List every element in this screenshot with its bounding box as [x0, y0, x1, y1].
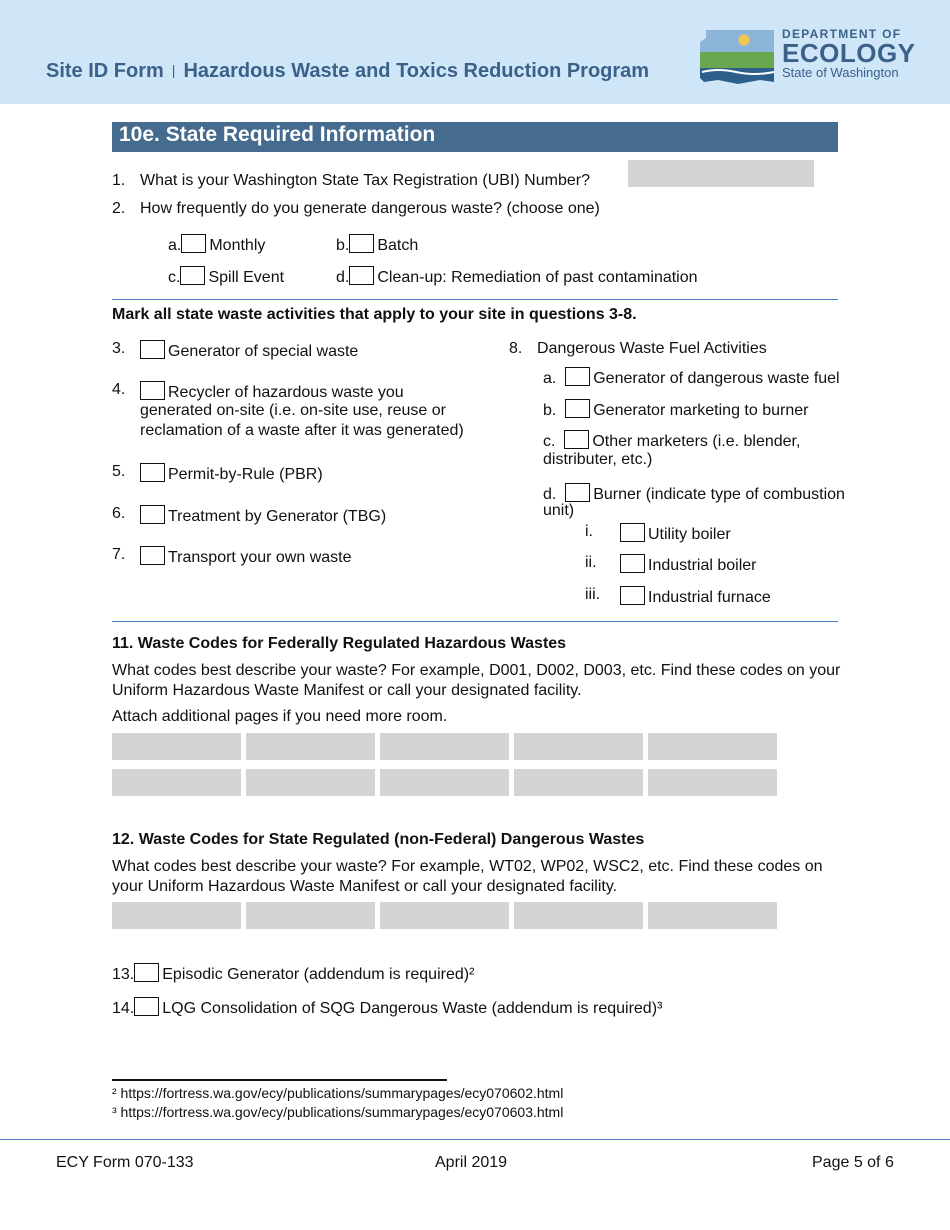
federal-code-input[interactable] [380, 733, 509, 760]
q8b-letter: b. [543, 402, 557, 419]
q8c-line2: distributer, etc.) [543, 451, 653, 468]
footnote-3: ³ https://fortress.wa.gov/ecy/publications/summarypages/ecy070603.html [112, 1104, 564, 1120]
q2-option-cleanup [336, 266, 698, 287]
q11-desc-line1: What codes best describe your waste? For example, D001, D002, D003, etc. Find these codes on your [112, 662, 841, 679]
state-code-input[interactable] [380, 902, 509, 929]
footer-form-number: ECY Form 070-133 [56, 1154, 194, 1171]
option-letter: d. [336, 269, 350, 286]
q2-option-batch [336, 234, 418, 255]
q8d-iii-item [620, 586, 771, 607]
logo-ecology: ECOLOGY [782, 38, 916, 68]
federal-code-input[interactable] [648, 769, 777, 796]
q8d-item [543, 483, 845, 504]
tbg-checkbox[interactable] [140, 505, 165, 524]
transport-checkbox[interactable] [140, 546, 165, 565]
title-separator: | [171, 62, 176, 78]
cleanup-checkbox[interactable] [349, 266, 374, 285]
spill-event-checkbox[interactable] [180, 266, 205, 285]
q8d-i-label: Utility boiler [648, 526, 731, 543]
footer-page-number: Page 5 of 6 [812, 1154, 894, 1171]
q8c-letter: c. [543, 433, 556, 450]
q4-line1: Recycler of hazardous waste you [168, 384, 404, 401]
q13-label: Episodic Generator (addendum is required)² [162, 966, 475, 983]
q8a-letter: a. [543, 370, 557, 387]
q8d-ii-label: Industrial boiler [648, 557, 757, 574]
washington-state-map-icon [698, 28, 776, 86]
q14-number: 14. [112, 1000, 135, 1017]
q1-number: 1. [112, 172, 126, 189]
state-code-input[interactable] [246, 902, 375, 929]
federal-code-input[interactable] [514, 769, 643, 796]
q11-desc-line2: Uniform Hazardous Waste Manifest or call your designated facility. [112, 682, 582, 699]
q11-attach-note: Attach additional pages if you need more room. [112, 708, 448, 725]
q8d-line1: Burner (indicate type of combustion [593, 486, 845, 503]
option-letter: c. [168, 269, 181, 286]
q5-item [140, 463, 323, 484]
q14-item [112, 997, 662, 1018]
state-code-input[interactable] [112, 902, 241, 929]
q5-label: Permit-by-Rule (PBR) [168, 466, 323, 483]
q7-label: Transport your own waste [168, 549, 352, 566]
q2-option-spill [168, 266, 284, 287]
federal-code-input[interactable] [112, 769, 241, 796]
q8c-item [543, 430, 800, 451]
q14-label: LQG Consolidation of SQG Dangerous Waste (addendum is required)³ [162, 1000, 663, 1017]
logo-state: State of Washington [782, 65, 899, 80]
q7-item [140, 546, 351, 567]
q1-text: What is your Washington State Tax Registration (UBI) Number? [140, 172, 590, 189]
footer-divider [0, 1139, 950, 1140]
header-title [46, 60, 649, 83]
episodic-generator-checkbox[interactable] [134, 963, 159, 982]
program-name: Hazardous Waste and Toxics Reduction Program [183, 60, 650, 82]
special-waste-checkbox[interactable] [140, 340, 165, 359]
pbr-checkbox[interactable] [140, 463, 165, 482]
instruction-text: Mark all state waste activities that apply to your site in questions 3-8. [112, 306, 637, 323]
federal-code-input[interactable] [380, 769, 509, 796]
footnote-2: ² https://fortress.wa.gov/ecy/publications/summarypages/ecy070602.html [112, 1085, 564, 1101]
footnote-divider [112, 1079, 447, 1081]
q4-number: 4. [112, 381, 126, 398]
q8d-i-item [620, 523, 731, 544]
q8a-item [543, 367, 840, 388]
q8-label: Dangerous Waste Fuel Activities [537, 340, 767, 357]
q8d-ii-number: ii. [585, 554, 597, 571]
q12-desc-line1: What codes best describe your waste? For example, WT02, WP02, WSC2, etc. Find these codes on [112, 858, 823, 875]
q8b-label: Generator marketing to burner [593, 402, 809, 419]
utility-boiler-checkbox[interactable] [620, 523, 645, 542]
recycler-checkbox[interactable] [140, 381, 165, 400]
q6-item [140, 505, 386, 526]
option-label: Batch [377, 237, 419, 254]
industrial-furnace-checkbox[interactable] [620, 586, 645, 605]
q6-label: Treatment by Generator (TBG) [168, 508, 387, 525]
q7-number: 7. [112, 546, 126, 563]
q5-number: 5. [112, 463, 126, 480]
section-title: 10e. State Required Information [112, 122, 838, 152]
q8d-ii-item [620, 554, 757, 575]
ubi-number-input[interactable] [628, 160, 814, 187]
option-label: Monthly [209, 237, 266, 254]
form-name: Site ID Form [46, 60, 164, 82]
q13-item [112, 963, 474, 984]
q3-label: Generator of special waste [168, 343, 359, 360]
q12-desc-line2: your Uniform Hazardous Waste Manifest or call your designated facility. [112, 878, 618, 895]
option-label: Clean-up: Remediation of past contamination [377, 269, 698, 286]
federal-code-input[interactable] [246, 769, 375, 796]
q2-text: How frequently do you generate dangerous waste? (choose one) [140, 200, 600, 217]
q8d-line2: unit) [543, 502, 575, 519]
q2-number: 2. [112, 200, 126, 217]
footer-date: April 2019 [435, 1154, 508, 1171]
q3-number: 3. [112, 340, 126, 357]
q11-title: 11. Waste Codes for Federally Regulated Hazardous Wastes [112, 635, 567, 652]
q4-item [140, 381, 404, 402]
marketing-burner-checkbox[interactable] [565, 399, 590, 418]
divider [112, 299, 838, 300]
other-marketers-checkbox[interactable] [564, 430, 589, 449]
divider [112, 621, 838, 622]
q8d-letter: d. [543, 486, 557, 503]
option-label: Spill Event [208, 269, 285, 286]
q8d-iii-label: Industrial furnace [648, 589, 771, 606]
q12-title: 12. Waste Codes for State Regulated (non-Federal) Dangerous Wastes [112, 831, 645, 848]
q2-option-monthly [168, 234, 265, 255]
q8-number: 8. [509, 340, 523, 357]
q8a-label: Generator of dangerous waste fuel [593, 370, 840, 387]
q3-item [140, 340, 358, 361]
option-letter: b. [336, 237, 350, 254]
q8d-iii-number: iii. [585, 586, 601, 603]
federal-code-input[interactable] [514, 733, 643, 760]
q8b-item [543, 399, 808, 420]
burner-checkbox[interactable] [565, 483, 590, 502]
ecology-logo-text [782, 27, 916, 80]
q8c-line1: Other marketers (i.e. blender, [592, 433, 801, 450]
batch-checkbox[interactable] [349, 234, 374, 253]
q13-number: 13. [112, 966, 135, 983]
state-code-input[interactable] [648, 902, 777, 929]
federal-code-input[interactable] [246, 733, 375, 760]
q8d-i-number: i. [585, 523, 593, 540]
federal-code-input[interactable] [648, 733, 777, 760]
monthly-checkbox[interactable] [181, 234, 206, 253]
option-letter: a. [168, 237, 182, 254]
page-header [0, 0, 950, 104]
logo-department: DEPARTMENT OF [782, 27, 902, 41]
industrial-boiler-checkbox[interactable] [620, 554, 645, 573]
lqg-consolidation-checkbox[interactable] [134, 997, 159, 1016]
q4-line3: reclamation of a waste after it was generated) [140, 422, 464, 439]
q6-number: 6. [112, 505, 126, 522]
q4-line2: generated on-site (i.e. on-site use, reuse or [140, 402, 446, 419]
state-code-input[interactable] [514, 902, 643, 929]
federal-code-input[interactable] [112, 733, 241, 760]
fuel-generator-checkbox[interactable] [565, 367, 590, 386]
